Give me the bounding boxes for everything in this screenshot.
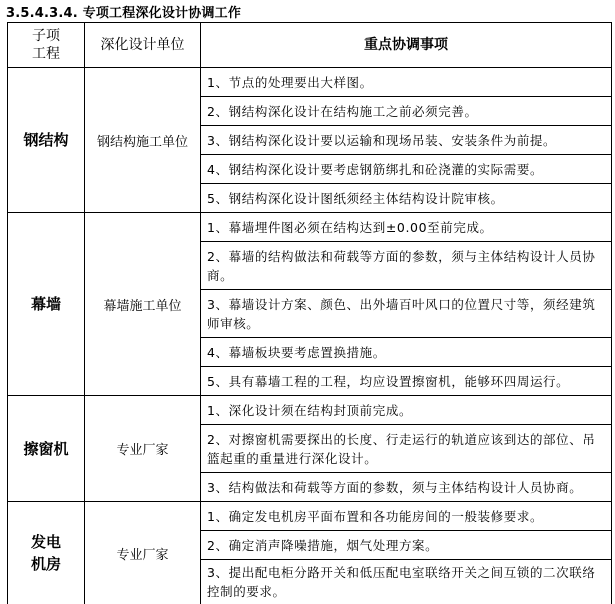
table-row (8, 502, 612, 531)
project-cell: 擦窗机 (8, 396, 85, 502)
item-cell: 4、钢结构深化设计要考虑钢筋绑扎和砼浇灌的实际需要。 (201, 155, 612, 184)
header-design-unit: 深化设计单位 (85, 23, 201, 68)
project-label: 发电 机房 (31, 531, 61, 575)
item-cell: 4、幕墙板块要考虑置换措施。 (201, 338, 612, 367)
table-row (8, 213, 612, 242)
item-cell: 1、幕墙埋件图必须在结构达到±0.00至前完成。 (201, 213, 612, 242)
header-key-items: 重点协调事项 (201, 23, 612, 68)
table-row (8, 68, 612, 97)
item-cell: 3、结构做法和荷载等方面的参数，须与主体结构设计人员协商。 (201, 473, 612, 502)
item-cell: 3、钢结构深化设计要以运输和现场吊装、安装条件为前提。 (201, 126, 612, 155)
item-cell: 5、钢结构深化设计图纸须经主体结构设计院审核。 (201, 184, 612, 213)
project-cell: 钢结构 (8, 68, 85, 213)
item-cell: 5、具有幕墙工程的工程，均应设置擦窗机，能够环四周运行。 (201, 367, 612, 396)
coordination-table (7, 22, 612, 604)
header-sub-project (8, 23, 85, 68)
unit-cell: 专业厂家 (85, 396, 201, 502)
section-title: 3.5.4.3.4. 专项工程深化设计协调工作 (6, 2, 241, 21)
unit-cell: 幕墙施工单位 (85, 213, 201, 396)
project-cell (8, 502, 85, 604)
unit-cell: 专业厂家 (85, 502, 201, 604)
item-cell: 1、深化设计须在结构封顶前完成。 (201, 396, 612, 425)
item-cell: 3、幕墙设计方案、颜色、出外墙百叶风口的位置尺寸等，须经建筑师审核。 (201, 290, 612, 338)
item-cell: 2、确定消声降噪措施，烟气处理方案。 (201, 531, 612, 560)
project-cell: 幕墙 (8, 213, 85, 396)
item-cell: 3、提出配电柜分路开关和低压配电室联络开关之间互锁的二次联络控制的要求。 (201, 560, 612, 604)
header-sub-project-label: 子项 工程 (32, 27, 60, 63)
item-cell: 1、确定发电机房平面布置和各功能房间的一般装修要求。 (201, 502, 612, 531)
table-row (8, 396, 612, 425)
table-header-row (8, 23, 612, 68)
unit-cell: 钢结构施工单位 (85, 68, 201, 213)
item-cell: 1、节点的处理要出大样图。 (201, 68, 612, 97)
item-cell: 2、幕墙的结构做法和荷载等方面的参数，须与主体结构设计人员协商。 (201, 242, 612, 290)
item-cell: 2、钢结构深化设计在结构施工之前必须完善。 (201, 97, 612, 126)
item-cell: 2、对擦窗机需要探出的长度、行走运行的轨道应该到达的部位、吊篮起重的重量进行深化设计。 (201, 425, 612, 473)
